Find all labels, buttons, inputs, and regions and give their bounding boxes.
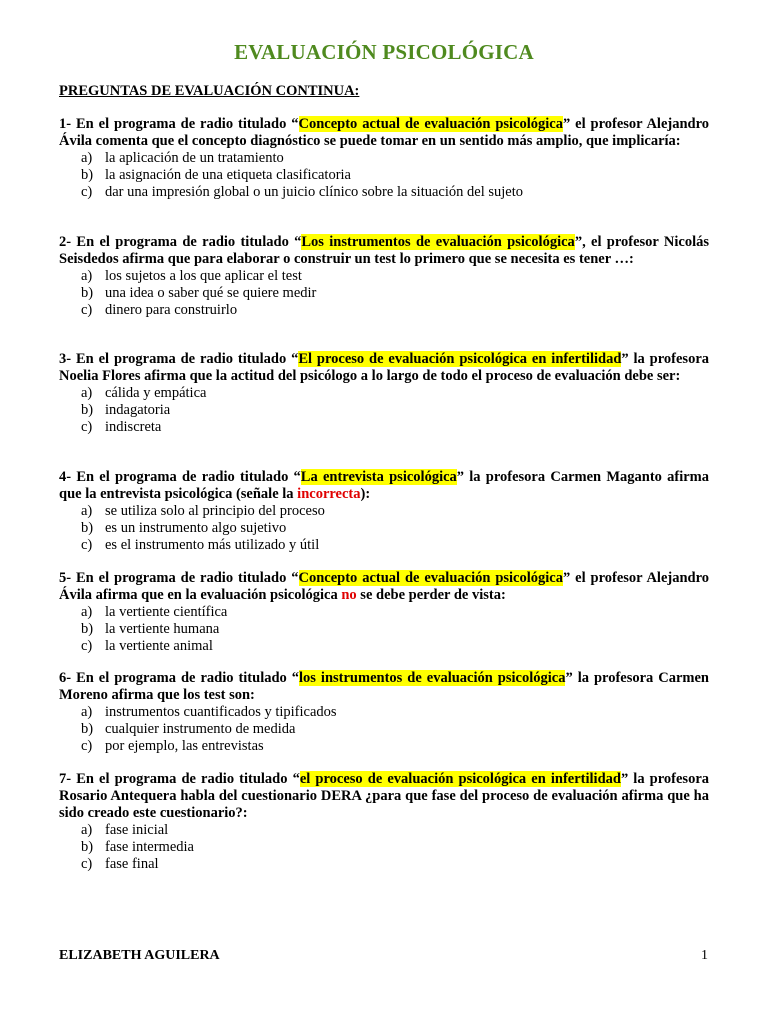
option-c: [81, 638, 709, 655]
option-letter: a): [81, 268, 93, 284]
option-text: indagatoria: [105, 402, 171, 418]
option-text: fase final: [105, 856, 159, 872]
option-letter: c): [81, 302, 93, 318]
question-number: 5-: [59, 570, 72, 586]
option-b: [81, 285, 709, 302]
option-text: cálida y empática: [105, 385, 207, 401]
stem-text: ” la profesora Noelia Flores afirma que la actitud del psicólogo a lo largo de todo el proceso de evaluación debe ser:: [59, 351, 710, 384]
option-text: la aplicación de un tratamiento: [105, 150, 284, 166]
option-b: [81, 721, 709, 738]
option-letter: c): [81, 856, 93, 872]
option-letter: c): [81, 738, 93, 754]
option-a: [81, 604, 709, 621]
option-text: se utiliza solo al principio del proceso: [105, 503, 325, 519]
option-text: la vertiente científica: [105, 604, 228, 620]
question-stem: [59, 116, 709, 150]
question-3: [59, 351, 709, 436]
question-5: [59, 570, 709, 655]
highlighted-title: el proceso de evaluación psicológica en infertilidad: [299, 771, 621, 787]
question-stem: [59, 234, 709, 268]
option-text: indiscreta: [105, 419, 162, 435]
option-text: es un instrumento algo sujetivo: [105, 520, 287, 536]
option-letter: c): [81, 419, 93, 435]
highlighted-title: Concepto actual de evaluación psicológica: [298, 570, 563, 586]
option-letter: c): [81, 537, 93, 553]
emphasis-red: no: [341, 587, 357, 603]
option-b: [81, 839, 709, 856]
question-7: [59, 771, 709, 873]
option-list: [59, 822, 709, 873]
option-b: [81, 520, 709, 537]
option-letter: a): [81, 822, 93, 838]
option-text: fase intermedia: [105, 839, 194, 855]
option-a: [81, 704, 709, 721]
footer-author: ELIZABETH AGUILERA: [59, 948, 220, 963]
option-list: [59, 385, 709, 436]
stem-text: En el programa de radio titulado “: [76, 234, 302, 250]
stem-text: ” el profesor Alejandro Ávila afirma que en la evaluación psicológica: [59, 570, 710, 603]
question-number: 1-: [59, 116, 72, 132]
option-letter: a): [81, 385, 93, 401]
stem-text: ”, el profesor Nicolás Seisdedos afirma que para elaborar o construir un test lo primero que se necesita es tener …:: [59, 234, 710, 267]
option-text: la asignación de una etiqueta clasificatoria: [105, 167, 351, 183]
question-4: [59, 469, 709, 554]
stem-text: ” el profesor Alejandro Ávila comenta que el concepto diagnóstico se puede tomar en un sentido más amplio, que implicaría:: [59, 116, 710, 149]
option-letter: a): [81, 704, 93, 720]
option-text: la vertiente animal: [105, 638, 213, 654]
option-letter: b): [81, 285, 94, 301]
option-letter: b): [81, 402, 94, 418]
option-text: es el instrumento más utilizado y útil: [105, 537, 320, 553]
option-c: [81, 419, 709, 436]
section-heading: PREGUNTAS DE EVALUACIÓN CONTINUA:: [59, 83, 360, 99]
question-stem: [59, 351, 709, 385]
highlighted-title: El proceso de evaluación psicológica en infertilidad: [298, 351, 622, 367]
question-number: 6-: [59, 670, 72, 686]
option-text: cualquier instrumento de medida: [105, 721, 296, 737]
question-stem: [59, 469, 709, 503]
option-b: [81, 621, 709, 638]
question-6: [59, 670, 709, 755]
option-text: una idea o saber qué se quiere medir: [105, 285, 317, 301]
document-title: EVALUACIÓN PSICOLÓGICA: [234, 40, 534, 64]
option-letter: b): [81, 167, 94, 183]
question-1: [59, 116, 709, 201]
option-b: [81, 167, 709, 184]
stem-text: se debe perder de vista:: [356, 587, 506, 603]
option-letter: a): [81, 150, 93, 166]
option-c: [81, 184, 709, 201]
option-c: [81, 537, 709, 554]
option-letter: b): [81, 621, 94, 637]
highlighted-title: La entrevista psicológica: [300, 469, 457, 485]
question-number: 7-: [59, 771, 72, 787]
option-list: [59, 704, 709, 755]
option-c: [81, 856, 709, 873]
option-text: dar una impresión global o un juicio clínico sobre la situación del sujeto: [105, 184, 523, 200]
option-a: [81, 385, 709, 402]
question-number: 3-: [59, 351, 72, 367]
option-text: fase inicial: [105, 822, 169, 838]
stem-text: En el programa de radio titulado “: [76, 469, 301, 485]
highlighted-title: Los instrumentos de evaluación psicológica: [301, 234, 575, 250]
stem-text: En el programa de radio titulado “: [76, 670, 300, 686]
question-number: 2-: [59, 234, 72, 250]
option-text: por ejemplo, las entrevistas: [105, 738, 264, 754]
option-text: dinero para construirlo: [105, 302, 238, 318]
option-list: [59, 503, 709, 554]
option-text: los sujetos a los que aplicar el test: [105, 268, 302, 284]
option-letter: b): [81, 520, 94, 536]
question-stem: [59, 570, 709, 604]
option-text: instrumentos cuantificados y tipificados: [105, 704, 337, 720]
question-number: 4-: [59, 469, 72, 485]
page-number: 1: [701, 948, 708, 963]
option-letter: a): [81, 503, 93, 519]
option-list: [59, 150, 709, 201]
stem-text: En el programa de radio titulado “: [75, 351, 299, 367]
option-a: [81, 503, 709, 520]
stem-text: ):: [360, 486, 371, 502]
option-c: [81, 302, 709, 319]
question-stem: [59, 670, 709, 704]
option-text: la vertiente humana: [105, 621, 220, 637]
stem-text: En el programa de radio titulado “: [76, 570, 299, 586]
option-letter: a): [81, 604, 93, 620]
option-letter: c): [81, 184, 93, 200]
option-letter: b): [81, 839, 94, 855]
option-list: [59, 268, 709, 319]
question-stem: [59, 771, 709, 822]
option-c: [81, 738, 709, 755]
stem-text: En el programa de radio titulado “: [76, 116, 299, 132]
emphasis-red: incorrecta: [297, 486, 361, 502]
option-letter: b): [81, 721, 94, 737]
option-list: [59, 604, 709, 655]
option-a: [81, 822, 709, 839]
highlighted-title: Concepto actual de evaluación psicológica: [298, 116, 563, 132]
option-b: [81, 402, 709, 419]
stem-text: ” la profesora Rosario Antequera habla del cuestionario DERA ¿para que fase del proceso de evaluación afirma que ha sido creado este cuestionario?:: [59, 771, 710, 821]
highlighted-title: los instrumentos de evaluación psicológica: [299, 670, 566, 686]
question-2: [59, 234, 709, 319]
stem-text: ” la profesora Carmen Moreno afirma que los test son:: [59, 670, 710, 703]
option-a: [81, 268, 709, 285]
option-letter: c): [81, 638, 93, 654]
stem-text: ” la profesora Carmen Maganto afirma que la entrevista psicológica (señale la: [59, 469, 710, 502]
option-a: [81, 150, 709, 167]
stem-text: En el programa de radio titulado “: [76, 771, 300, 787]
